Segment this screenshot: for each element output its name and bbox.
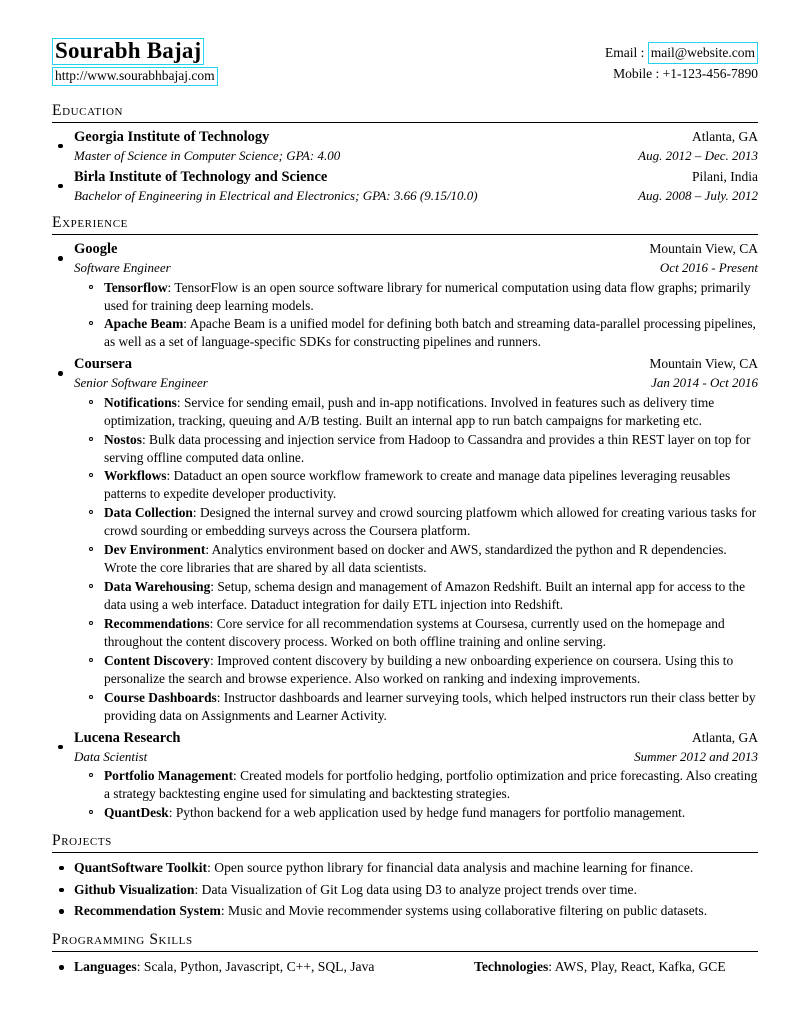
project-text: : Data Visualization of Git Log data using D3 to analyze project trends over time. (194, 881, 637, 897)
mobile-label: Mobile : (613, 65, 660, 81)
experience-bullet (74, 504, 758, 540)
section-rule-experience (52, 234, 758, 235)
experience-dates: Summer 2012 and 2013 (634, 748, 758, 764)
experience-entry-top (74, 729, 758, 748)
bullet-text: : Instructor dashboards and learner surveying tools, which helped instructors run their class better by providing data on Assignments and Learner Activity. (104, 689, 756, 723)
candidate-name[interactable]: Sourabh Bajaj (52, 38, 204, 65)
email-row (605, 42, 758, 64)
experience-company: Coursera (74, 356, 132, 373)
header-contact (605, 38, 758, 84)
section-heading-projects: Projects (52, 831, 112, 849)
experience-entry (52, 240, 758, 351)
bullet-title: Data Collection (104, 505, 193, 521)
education-school: Georgia Institute of Technology (74, 128, 270, 145)
project-title: Recommendation System (74, 903, 221, 919)
education-school: Birla Institute of Technology and Science (74, 168, 328, 185)
section-heading-education: Education (52, 101, 124, 119)
bullet-text: : Service for sending email, push and in-app notifications. Involved in features such as delivery time optimization, tracking, queuing and A/B testing. Built an internal app to run batch campaigns for marketing etc. (104, 394, 715, 428)
bullet-title: Portfolio Management (104, 768, 234, 784)
education-list (52, 128, 758, 205)
education-location: Atlanta, GA (692, 128, 758, 144)
resume-header (52, 38, 758, 86)
experience-entry-bottom (74, 748, 758, 765)
experience-bullet (74, 541, 758, 577)
bullet-text: : Python backend for a web application used by hedge fund managers for portfolio management. (168, 804, 686, 820)
bullet-text: : Created models for portfolio hedging, portfolio optimization and price forecasting. Also creating a strategy backtesting engine used for simulating and backtesting strategies. (104, 768, 758, 802)
bullet-title: Workflows (104, 468, 167, 484)
experience-bullets (74, 394, 758, 725)
projects-list (52, 858, 758, 921)
education-entry-top (74, 128, 758, 147)
section-heading-experience: Experience (52, 214, 128, 232)
education-dates: Aug. 2012 – Dec. 2013 (638, 147, 758, 163)
bullet-title: Content Discovery (104, 652, 210, 668)
experience-dates: Jan 2014 - Oct 2016 (651, 375, 758, 391)
bullet-title: Apache Beam (104, 316, 184, 332)
education-degree: Bachelor of Engineering in Electrical and Electronics; GPA: 3.66 (9.15/10.0) (74, 188, 478, 204)
bullet-title: Data Warehousing (104, 579, 211, 595)
experience-entry-bottom (74, 374, 758, 391)
bullet-text: : Analytics environment based on docker and AWS, standardized the python and R dependencies. Wrote the core libraries that are shared by all data scientists. (104, 542, 727, 576)
section-heading-skills: Programming Skills (52, 931, 193, 949)
email-link[interactable]: mail@website.com (648, 42, 758, 64)
bullet-text: : Apache Beam is a unified model for defining both batch and streaming data-parallel processing pipelines, as well as a set of language-specific SDKs for constructing pipelines and runners. (104, 316, 756, 350)
experience-bullet (74, 652, 758, 688)
experience-bullet (74, 394, 758, 430)
experience-bullet (74, 431, 758, 467)
skills-languages-value: : Scala, Python, Javascript, C++, SQL, Java (136, 959, 375, 975)
bullet-title: Tensorflow (104, 279, 168, 295)
project-text: : Open source python library for financial data analysis and machine learning for finance. (207, 859, 694, 875)
bullet-title: Nostos (104, 431, 142, 447)
bullet-title: QuantDesk (104, 804, 169, 820)
skills-item (52, 957, 758, 977)
project-text: : Music and Movie recommender systems using collaborative filtering on public datasets. (220, 903, 708, 919)
education-dates: Aug. 2008 – July. 2012 (638, 188, 758, 204)
skills-list (52, 957, 758, 977)
experience-bullet (74, 279, 758, 315)
experience-title: Senior Software Engineer (74, 375, 208, 391)
experience-bullets (74, 279, 758, 352)
mobile-row (605, 64, 758, 84)
experience-bullet (74, 615, 758, 651)
bullet-title: Notifications (104, 394, 177, 410)
experience-bullets (74, 767, 758, 822)
section-rule-projects (52, 852, 758, 853)
bullet-text: : Dataduct an open source workflow framework to create and manage data pipelines leveraging reusables patterns to expedite developer productivity. (104, 468, 731, 502)
experience-location: Mountain View, CA (649, 356, 758, 372)
experience-bullet (74, 689, 758, 725)
bullet-text: : Bulk data processing and injection service from Hadoop to Cassandra and provides a thin REST layer on top for serving offline computed data online. (104, 431, 751, 465)
bullet-text: : Setup, schema design and management of Amazon Redshift. Built an internal app for access to the data using a web interface. Dataduct integration for daily ETL injection into Redshift. (104, 579, 746, 613)
project-item (52, 858, 758, 878)
experience-entry-top (74, 240, 758, 259)
experience-list (52, 240, 758, 822)
bullet-title: Course Dashboards (104, 689, 217, 705)
skills-languages (74, 957, 474, 977)
education-entry (52, 168, 758, 204)
bullet-title: Dev Environment (104, 542, 206, 558)
personal-website-link[interactable]: http://www.sourabhbajaj.com (52, 67, 218, 86)
experience-bullet (74, 804, 758, 822)
education-degree: Master of Science in Computer Science; GPA: 4.00 (74, 147, 341, 163)
education-entry-bottom (74, 187, 758, 204)
experience-company: Lucena Research (74, 729, 181, 746)
bullet-text: : Designed the internal survey and crowd sourcing platfowm which allowed for creating various tasks for crowd sourding or embedding surveys across the Coursera platform. (104, 505, 757, 539)
skills-technologies-value: : AWS, Play, React, Kafka, GCE (548, 959, 726, 975)
experience-location: Mountain View, CA (649, 241, 758, 257)
experience-bullet (74, 767, 758, 803)
experience-entry (52, 355, 758, 724)
experience-bullet (74, 467, 758, 503)
skills-row (74, 957, 758, 977)
project-title: Github Visualization (74, 881, 195, 897)
education-entry (52, 128, 758, 164)
section-rule-education (52, 122, 758, 123)
experience-company: Google (74, 241, 118, 258)
experience-bullet (74, 578, 758, 614)
experience-bullet (74, 315, 758, 351)
skills-technologies (474, 957, 726, 977)
email-label: Email : (604, 45, 645, 60)
experience-title: Software Engineer (74, 260, 171, 276)
experience-entry-bottom (74, 259, 758, 276)
project-item (52, 901, 758, 921)
education-entry-bottom (74, 147, 758, 164)
experience-dates: Oct 2016 - Present (659, 260, 758, 276)
header-identity (52, 38, 218, 86)
bullet-text: : Core service for all recommendation systems at Coursesa, currently used on the homepage and throughout the content discovery process. Worked on both offline training and online serving. (104, 616, 725, 650)
skills-technologies-label: Technologies (474, 959, 549, 975)
bullet-text: : TensorFlow is an open source software library for numerical computation using data flow graphs; primarily used for training deep learning models. (104, 279, 751, 313)
section-rule-skills (52, 951, 758, 952)
experience-title: Data Scientist (74, 748, 148, 764)
education-entry-top (74, 168, 758, 187)
mobile-number: +1-123-456-7890 (662, 65, 758, 81)
bullet-text: : Improved content discovery by building a new onboarding experience on coursera. Using this to personalize the search and browse experience. Also worked on ranking and indexing improvements. (104, 652, 734, 686)
bullet-title: Recommendations (104, 616, 210, 632)
project-title: QuantSoftware Toolkit (74, 859, 208, 875)
experience-entry-top (74, 355, 758, 374)
experience-location: Atlanta, GA (692, 729, 758, 745)
project-item (52, 880, 758, 900)
skills-languages-label: Languages (74, 959, 137, 975)
education-location: Pilani, India (692, 168, 758, 184)
experience-entry (52, 729, 758, 822)
